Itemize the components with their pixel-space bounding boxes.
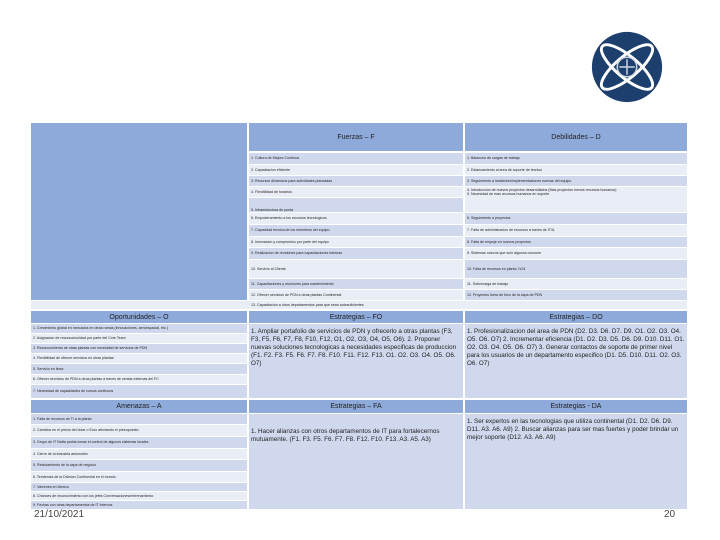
fortaleza-item: 12. Ofrecer servicios de PDN a otras plantas Continental — [249, 290, 463, 300]
amenaza-item: 7. Vaivenes en Mexico — [31, 483, 247, 491]
amenaza-item: 8. Chances de reconocimiento con los jefes Conversaciones/entrenamiento — [31, 492, 247, 500]
debilidades-header-label: Debilidades – D — [551, 133, 601, 141]
fortalezas-header-label: Fuerzas – F — [337, 133, 375, 141]
oportunidad-item: 6. Ofrecer servicios de PDN a otras plantas a traves de ventas externas del FC — [31, 375, 247, 384]
page-number: 20 — [664, 509, 676, 520]
debilidad-item: 1. Balanceo de cargas de trabajo — [465, 153, 687, 164]
amenaza-item: 3. Grupo de IT Nafta podria tomar el control de algunos sistemas locales — [31, 437, 247, 448]
estrategias-do-header: Estrategias – DO — [465, 311, 687, 323]
debilidad-item: 6. Seguimiento a proyectos — [465, 213, 687, 224]
swot-table — [31, 123, 687, 510]
fortaleza-item: 5. Infraestructura de punta — [249, 198, 463, 212]
debilidad-item: 12. Proyectos fuera de foco de la capa de PDN — [465, 290, 687, 300]
oportunidad-item: 2. Asignacion de recursos/unidad por parte del Core Team — [31, 334, 247, 343]
oportunidad-item: 5. Servicio en linea — [31, 364, 247, 374]
debilidad-item: 9. Sistemas nuevos que solo algunos conocen — [465, 248, 687, 259]
fortalezas-header — [249, 123, 463, 151]
fortaleza-item: 9. Realizacion de reuniones para capacitaciones internas — [249, 248, 463, 259]
fortaleza-item: 3. Recursos dinamicos para actividades planeadas — [249, 176, 463, 186]
fortaleza-item: 4. Flexibilidad de horarios — [249, 187, 463, 197]
fortaleza-item: 7. Capacidad tecnica de los miembros del equipo — [249, 225, 463, 236]
oportunidades-header: Oportunidades – O — [31, 311, 247, 323]
fortaleza-item: 2. Capacitacion eficiente — [249, 165, 463, 175]
debilidad-item: 11. Sobrecarga de trabajo — [465, 279, 687, 289]
estrategias-fa-header: Estrategias – FA — [249, 400, 463, 413]
oportunidad-item: 7. Necesidad de capacidades de cursos continuos — [31, 385, 247, 398]
amenaza-item: 6. Tendencia de la Division Continental en el mundo — [31, 472, 247, 482]
estrategias-da-text: 1. Ser expertos en las tecnologias que utiliza continental (D1. D2. D6. D9. D11. A3. A6. A9) 2. Buscar alianzas para ser mas fuertes y poder brindar un mejor soporte (D12. A3. A6. A9) — [465, 414, 687, 509]
estrategias-fo-header: Estrategias – FO — [249, 311, 463, 323]
amenaza-item: 4. Cierre de la industria automotriz — [31, 449, 247, 459]
debilidad-item: 8. Falta de empuje en nuevos proyectos — [465, 237, 687, 247]
estrategias-fo-text: 1. Ampliar portafolio de servicios de PDN y ofrecerlo a otras plantas (F3, F3, F5, F6, F7, F8, F10, F12, O1, O2, O3, O4, O5, O6). 2. Proponer nuevas soluciones tecnologicas a necesidades especificas de produccion (F1. F2. F3. F5. F6. F7. F8. F10. F11. F12. F13. O1. O2. O3. O4. O5. O6. O7) — [249, 324, 463, 398]
fortaleza-item: 6. Empoderamiento a los recursos tecnologicos — [249, 213, 463, 224]
oportunidad-item: 3. Reconocimiento de otras plantas con necesidad de servicios de PDN — [31, 344, 247, 353]
amenazas-header: Amenazas – A — [31, 400, 247, 413]
fortaleza-item: 1. Cultura de Mejora Continua — [249, 153, 463, 164]
fortaleza-item: 8. Innovacion y compromiso por parte del equipo — [249, 237, 463, 247]
fortaleza-item: 10. Servicio al Cliente — [249, 260, 463, 278]
debilidad-item: 3. Seguimiento a incidentes/implementaciones nuevas del equipo — [465, 176, 687, 186]
debilidad-item: 2. Estancamiento al area de soporte de tecnico — [465, 165, 687, 175]
oportunidad-item: 1. Crecimiento global en mercados en otras ramas (innovaciones, aeroespacial, etc.) — [31, 324, 247, 333]
oportunidad-item: 4. Flexibilidad de ofrecer servicios en otras plantas — [31, 354, 247, 363]
debilidad-item: 4. Introduccion de nuevos proyectos desarrollados (Mas proyectos menos recursos humanos) 5. Necesidad de mas recursos humanos en soporte — [465, 187, 687, 212]
estrategias-fa-text: 1. Hacer alianzas con otros departamentos de IT para fortalecernos mutuamente. (F1. F3. F5. F6. F7. F8. F12. F10. F13. A3. A5. A3) — [249, 414, 463, 509]
fortaleza-item: 11. Capacitaciones y reuniones para mantenimiento — [249, 279, 463, 289]
amenaza-item: 5. Reclutamiento de la capa de negocio — [31, 460, 247, 471]
company-logo-icon — [588, 28, 666, 106]
amenaza-item: 1. Falta de recursos de TI a la planta — [31, 414, 247, 424]
amenaza-item: 9. Fechas con otras departamentos de IT internos — [31, 501, 247, 509]
footer-date: 21/10/2021 — [34, 509, 85, 520]
debilidad-item: 7. Falta de administracion de recursos a traves de IT/IL — [465, 225, 687, 236]
debilidades-header — [465, 123, 687, 151]
fortaleza-item-wide: 13. Capacitacion a otros departamentos para que sean autosuficientes — [31, 301, 687, 309]
estrategias-da-header: Estrategias - DA — [465, 400, 687, 413]
amenaza-item: 2. Cambios en el precio del dolar o Euro afectando el presupuesto — [31, 425, 247, 436]
debilidad-item: 10. Falta de recursos en planta 7x24 — [465, 260, 687, 278]
corner-cell — [31, 123, 247, 300]
estrategias-do-text: 1. Profesionalizacion del area de PDN (D2. D3. D6. D7. D9. O1. O2. O3. O4. O5. O6. O7) 2. Incrementar eficiencia (D1. D2. D3. D5. D6. D9. D10. D11. O1. O2. O3. O4. O5. O6. O7) 3. Generar contactos de soporte de primer nivel para los usuarios de un departamento especifico (D1. D5. D10. D11. O2. O3. O6. O7) — [465, 324, 687, 398]
